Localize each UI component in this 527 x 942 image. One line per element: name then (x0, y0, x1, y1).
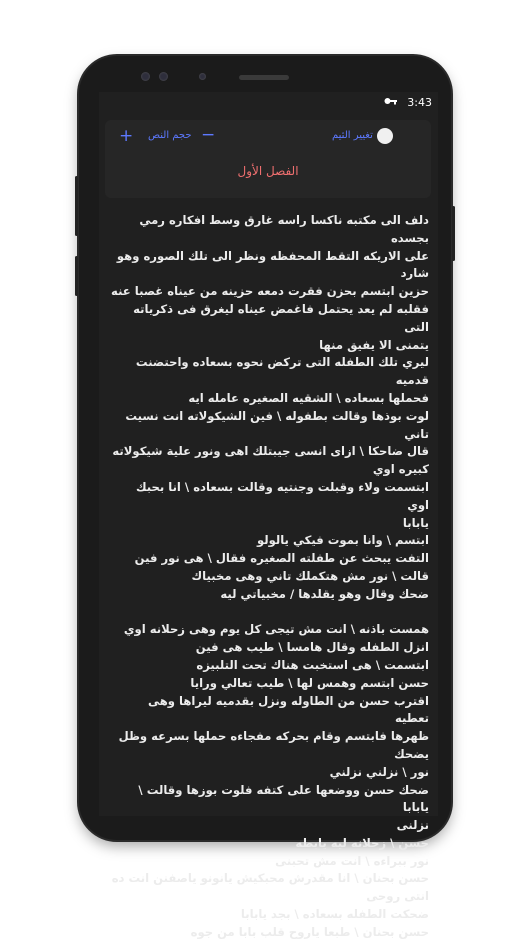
text-line: يابابا (402, 515, 429, 530)
text-line: انتى روحى (366, 889, 429, 904)
plus-icon: + (119, 126, 134, 146)
text-line: نور \ نزلني نزلني (329, 764, 429, 779)
text-line: يتمنى الا يفيق منها (319, 337, 429, 352)
text-line: التفت يبحث عن طفلته الصغيره فقال \ هى نور فين (134, 551, 429, 566)
earpiece-speaker (239, 75, 289, 80)
status-time: 3:43 (407, 96, 432, 109)
text-line: همست باذنه \ انت مش تيجى كل يوم وهى زحلانه اوي (123, 622, 429, 637)
text-line: حسن بحنان \ طبعا ياروح قلب بابا من جوه (190, 924, 429, 939)
text-line: فحملها بسعاده \ الشقيه الصغيره عامله ايه (188, 390, 429, 405)
chapter-title: الفصل الأول (237, 164, 299, 178)
text-line: انزل الطفله وقال هامسا \ طيب هى فين (195, 640, 429, 655)
bixby-button (75, 256, 78, 296)
key-icon (384, 95, 398, 109)
font-size-label: حجم النص (148, 130, 192, 141)
decrease-font-button[interactable] (201, 125, 215, 145)
text-line: حسن بحنان \ انا مقدرش محبكيش يانونو ياصفنن انت ده (111, 871, 429, 886)
text-line: اقترب حسن من الطاوله ونزل بقدميه ليراها وهى تعطيه (148, 693, 429, 726)
text-line: نور ببراءه \ انت مش تحبنى (275, 853, 429, 868)
status-bar (99, 92, 438, 114)
text-line: كبيره اوي (372, 462, 429, 477)
reader-toolbar (105, 120, 431, 156)
app-screen (99, 92, 438, 939)
front-camera-icon (159, 72, 168, 81)
text-line: يضحك (394, 746, 429, 761)
reader-header-card (105, 120, 431, 198)
text-line: ضحك حسن ووضعها على كتفه فلوت بوزها وقالت \ يابابا (138, 782, 429, 815)
volume-button (75, 176, 78, 236)
increase-font-button[interactable] (119, 126, 133, 146)
text-line: ابتسمت \ هى استخبت هناك تحت التلبيزه (196, 657, 429, 672)
text-line: قال ضاحكا \ ازاى انسى جيبتلك اهى ونور علية شيكولاته (112, 444, 429, 459)
text-line: ابتسم \ وانا بموت فيكي يالولو (256, 533, 429, 548)
text-line: ضحكت الطفله بسعاده \ بجد يابابا (240, 907, 429, 922)
text-line: ظهرها فابتسم وقام بحركه مفجاءه حملها بسرعه وظل (118, 729, 429, 744)
text-line: على الاريكه التقط المحفظه ونظر الى تلك الصوره وهو شارد (116, 248, 429, 281)
theme-label: تغيير الثيم (332, 130, 373, 141)
text-line: حسن \ زحلانه ليه يابطه (295, 835, 429, 850)
phone-top-bezel (79, 56, 451, 92)
text-line: دلف الى مكتبه ناكسا راسه غارق وسط افكاره رمي بجسده (139, 213, 429, 245)
text-line: ضحك وقال وهو يقلدها / مخبياتي ليه (220, 586, 429, 601)
sensor-icon (141, 72, 150, 81)
text-line: نزلنى (396, 818, 429, 833)
paragraph-gap (111, 604, 429, 622)
theme-toggle-button[interactable] (377, 128, 393, 144)
text-line: قالت \ نور مش هتكملك تاني وهى مخبياك (191, 568, 429, 583)
text-line: ليري تلك الطفله التى تركض نحوه بسعاده واحتضنت قدميه (135, 355, 429, 388)
proximity-sensor-icon (199, 73, 206, 80)
text-line: لوت بوذها وقالت بطفوله \ فين الشيكولاته انت نسيت تاني (125, 408, 429, 441)
text-line: ابتسمت ولاء وقبلت وجنتيه وقالت بسعاده \ انا بحبك اوي (135, 479, 429, 512)
minus-icon: − (201, 125, 216, 145)
story-text (111, 212, 429, 942)
power-button (452, 206, 455, 261)
text-line: حزين ابتسم بحزن فقرت دمعه حزينه من عيناه غصبا عنه (111, 284, 429, 299)
text-line: فقلبه لم يعد يحتمل فاغمض عيناه ليغرق فى ذكرياته التى (133, 301, 429, 334)
text-line: حسن ابتسم وهمس لها \ طيب تعالي ورايا (190, 675, 429, 690)
